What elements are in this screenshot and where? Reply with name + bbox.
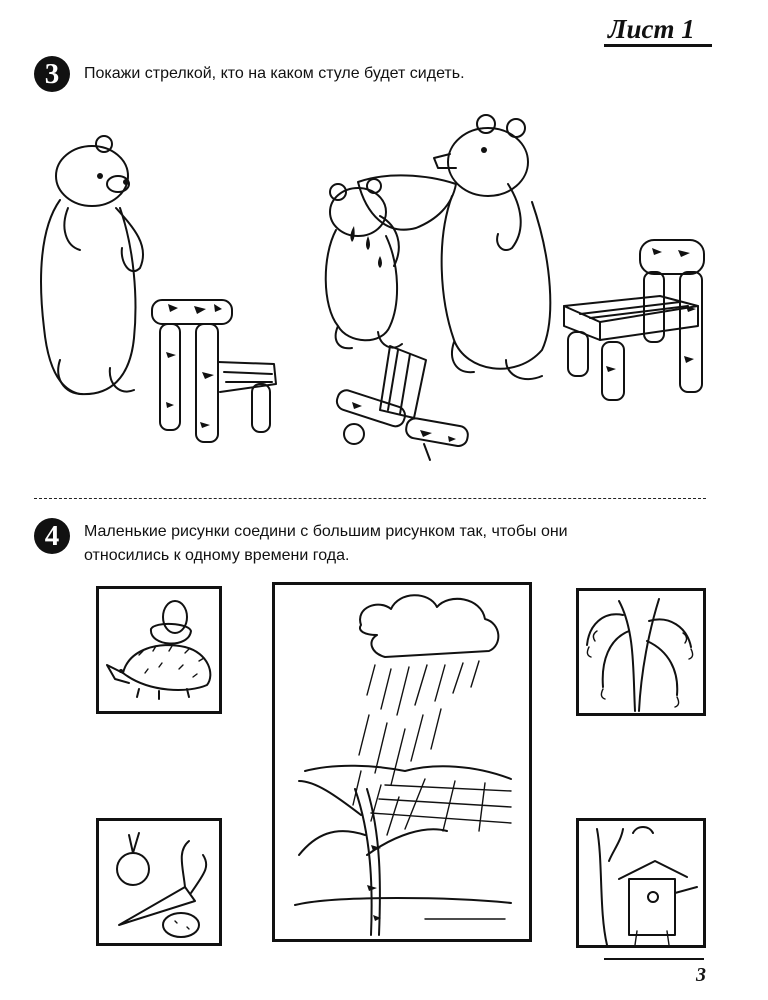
task-4-instruction-line-2: относились к одному времени года.	[84, 547, 350, 564]
section-divider	[34, 498, 706, 499]
sheet-label: Лист 1	[608, 14, 695, 44]
page-number-line	[604, 958, 704, 960]
birch-branches-picture[interactable]	[576, 588, 706, 716]
birdhouse-picture[interactable]	[576, 818, 706, 948]
big-chair-illustration[interactable]	[560, 236, 710, 406]
vegetables-picture[interactable]	[96, 818, 222, 946]
broken-chair-illustration[interactable]	[330, 340, 472, 464]
rain-birch-picture[interactable]	[272, 582, 532, 942]
small-chair-illustration[interactable]	[148, 292, 284, 450]
task-3-instruction: Покажи стрелкой, кто на каком стуле будет сидеть.	[84, 65, 465, 82]
hedgehog-picture[interactable]	[96, 586, 222, 714]
sheet-label-underline	[604, 44, 712, 47]
task-4-badge: 4	[34, 518, 70, 554]
page-number: 3	[696, 964, 706, 986]
bear-cub-illustration[interactable]	[30, 128, 160, 400]
task-4-instruction-line-1: Маленькие рисунки соедини с большим рисунком так, чтобы они	[84, 523, 568, 540]
task-3-badge: 3	[34, 56, 70, 92]
